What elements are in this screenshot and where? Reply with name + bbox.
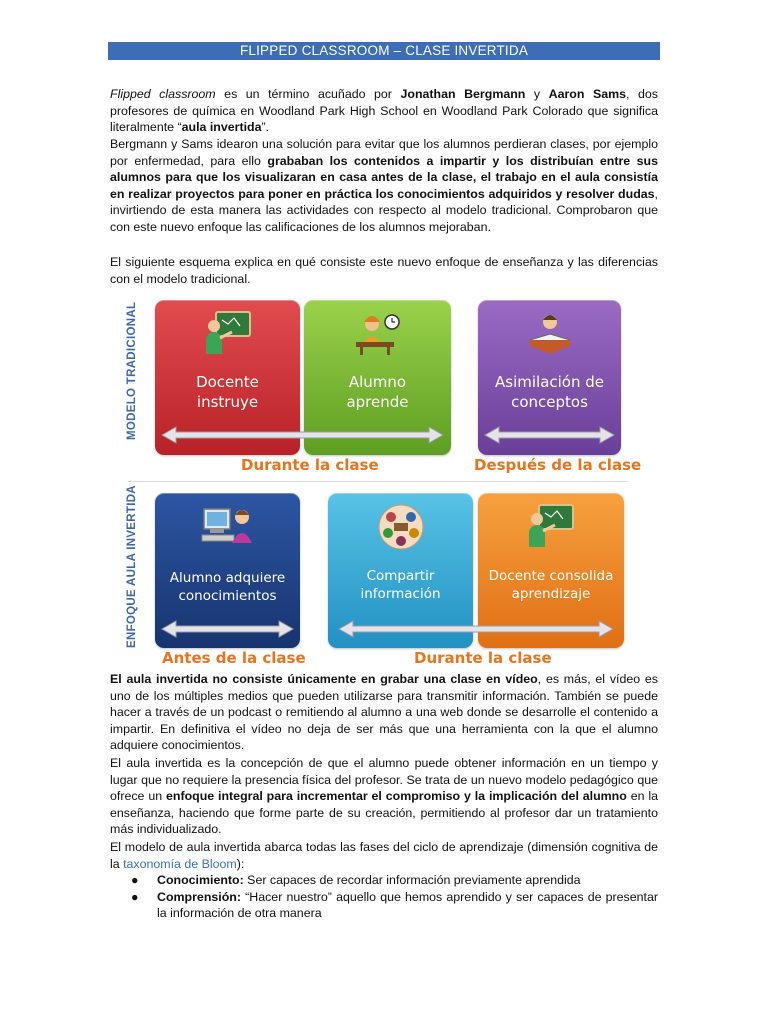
list-item (110, 872, 658, 889)
bullet-term: Comprensión: (157, 889, 241, 904)
group-discussion-icon (376, 503, 426, 555)
intro-text: y (525, 87, 549, 101)
student-computer-icon (200, 503, 256, 555)
phase-during-class-flipped: Durante la clase (414, 649, 552, 667)
diagram-divider (128, 481, 628, 482)
origin-text: Bergmann y Sams idearon una solución para evitar que los alumnos perdieran clases, por ejemplo por enfermedad, para ello (110, 137, 658, 168)
before-class-arrow (160, 618, 295, 640)
bloom-taxonomy-link[interactable]: taxonomía de Bloom (123, 856, 237, 871)
concept-text: en la enseñanza, haciendo que forme parte de su creación, permitiendo al profesor dar un tratamiento más individualizado. (110, 789, 659, 837)
intro-text: , dos profesores de química en Woodland Park High School en Woodland Park Colorado que significa literalmente “ (110, 87, 658, 135)
during-class-arrow-flipped (337, 618, 615, 640)
bullet-text: “Hacer nuestro” aquello que hemos aprendido y ser capaces de presentar la información de otra manera (157, 889, 658, 921)
card-title-line2: conceptos (511, 393, 588, 411)
card-title-line2: aprende (346, 393, 409, 411)
concept-paragraph (110, 755, 658, 838)
card-title-line2: información (360, 586, 441, 602)
flipped-model-label: ENFOQUE AULA INVERTIDA (126, 485, 138, 648)
bullet-text: Ser capaces de recordar información previamente aprendida (243, 873, 581, 887)
during-class-arrow (160, 424, 445, 446)
bloom-text: ): (236, 856, 245, 871)
card-title-line1: Compartir (366, 568, 435, 584)
concept-bold-text: enfoque integral para incrementar el compromiso y la implicación del alumno (165, 789, 627, 804)
video-bold-text: El aula invertida no consiste únicamente en grabar una clase en vídeo (110, 672, 538, 686)
teacher-blackboard-icon (525, 503, 577, 553)
intro-paragraph (110, 86, 658, 136)
card-title-line1: Alumno (348, 373, 407, 391)
traditional-model-label: MODELO TRADICIONAL (126, 301, 138, 440)
bloom-levels-list (110, 872, 658, 922)
card-title-line1: Docente (196, 373, 259, 391)
intro-text: ”. (261, 120, 270, 135)
card-title-line2: aprendizaje (511, 586, 591, 602)
after-class-arrow (483, 424, 616, 446)
term-flipped-classroom: Flipped classroom (110, 87, 216, 101)
list-item (110, 889, 658, 922)
video-paragraph (110, 671, 658, 754)
term-aula-invertida: aula invertida (181, 120, 262, 135)
bloom-text: El modelo de aula invertida abarca todas las fases del ciclo de aprendizaje (dimensión cognitiva de la (110, 840, 658, 871)
document-title: FLIPPED CLASSROOM – CLASE INVERTIDA (108, 42, 660, 60)
scheme-intro-paragraph: El siguiente esquema explica en qué consiste este nuevo enfoque de enseñanza y las diferencias con el modelo tradicional. (110, 255, 658, 286)
teacher-blackboard-icon (202, 310, 254, 360)
student-desk-icon (352, 310, 404, 360)
card-title-line2: instruye (196, 393, 259, 411)
phase-after-class: Después de la clase (474, 456, 642, 474)
intro-text: es un término acuñado por (215, 87, 401, 101)
phase-during-class: Durante la clase (241, 456, 379, 474)
card-title-line1: Asimilación de (495, 373, 604, 391)
bullet-term: Conocimiento: (157, 873, 244, 887)
student-studying-icon (524, 310, 576, 360)
author-bergmann: Jonathan Bergmann (400, 87, 526, 101)
bullet-icon: ● (131, 873, 139, 887)
origin-paragraph (110, 136, 658, 236)
origin-text: , invirtiendo de esta manera las actividades con respecto al modelo tradicional. Comprobaron que con este nuevo enfoque las calificaciones de los alumnos mejoraban. (110, 186, 658, 234)
origin-bold-text: grababan los contenidos a impartir y los distribuían entre sus alumnos para que los visualizaran en casa antes de la clase, el trabajo en el aula consistía en realizar proyectos para poner en práctica los conocimientos adquiridos y resolver dudas (110, 153, 658, 201)
video-text: , es más, el vídeo es uno de los múltiples medios que pueden utilizarse para transmitir información. También se puede hacer a través de un podcast o remitiendo al alumno a una web donde se desarrolle el contenido a impartir. En definitiva el vídeo no deja de ser más que una herramienta con la que el alumno adquiere conocimientos. (110, 672, 658, 753)
author-sams: Aaron Sams (548, 87, 627, 101)
phase-before-class: Antes de la clase (162, 649, 306, 667)
concept-text: El aula invertida es la concepción de que el alumno puede obtener información en un tiempo y lugar que no requiere la presencia física del profesor. Se trata de un nuevo modelo pedagógico que ofrece un (110, 756, 658, 804)
card-title-line2: conocimientos (178, 588, 277, 604)
card-title-line1: Alumno adquiere (169, 570, 286, 586)
card-title-line1: Docente consolida (488, 568, 614, 584)
bullet-icon: ● (131, 889, 139, 904)
bloom-paragraph (110, 839, 658, 872)
